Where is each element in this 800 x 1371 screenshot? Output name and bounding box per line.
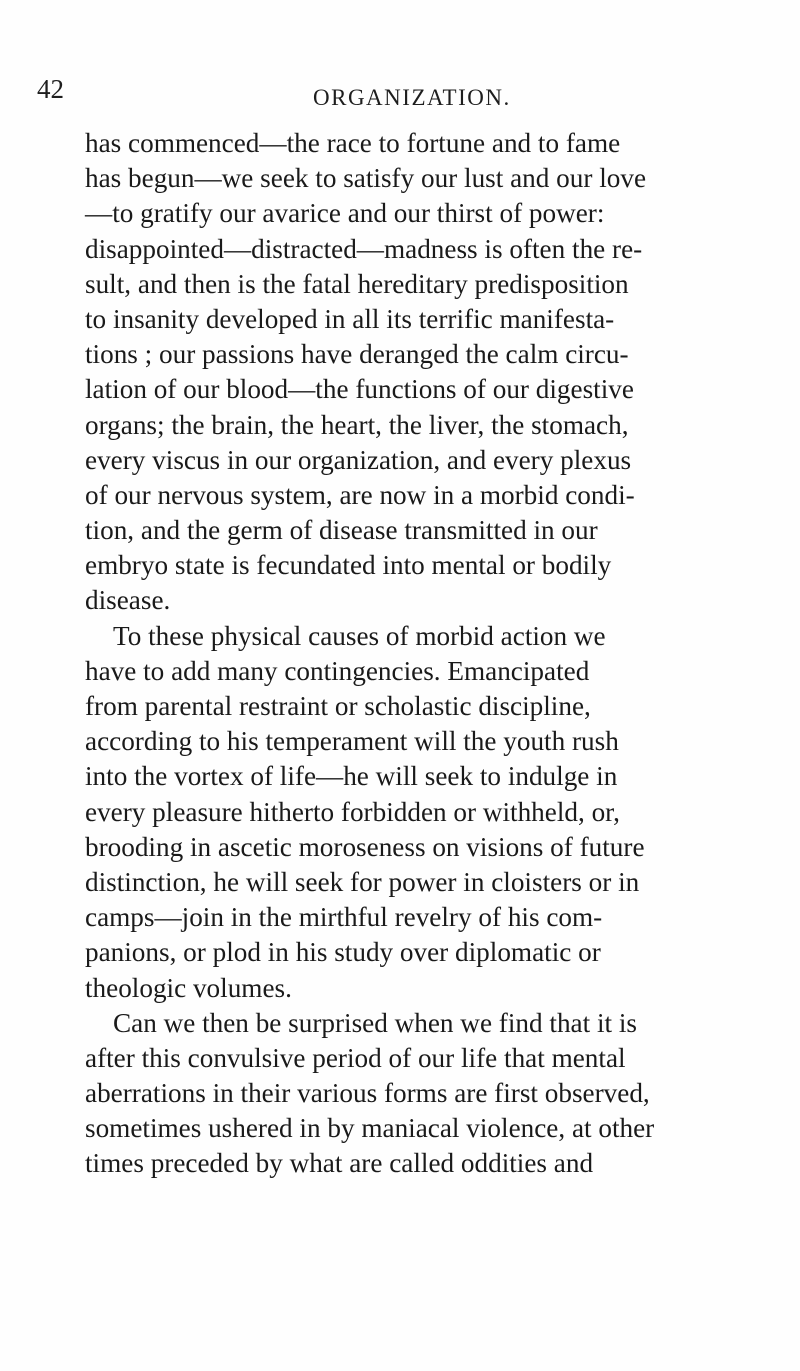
text-line: panions, or plod in his study over diplomatic or xyxy=(85,937,601,968)
text-line: disease. xyxy=(85,585,171,616)
text-line: has begun—we seek to satisfy our lust and our love xyxy=(85,163,647,194)
page-number: 42 xyxy=(37,74,64,104)
text-line: have to add many contingencies. Emancipated xyxy=(85,655,590,686)
text-line: sometimes ushered in by maniacal violence, at other xyxy=(85,1113,655,1144)
text-line: according to his temperament will the youth rush xyxy=(85,726,619,757)
text-line: aberrations in their various forms are first observed, xyxy=(85,1078,650,1109)
text-line: —to gratify our avarice and our thirst of power: xyxy=(85,198,605,229)
text-line: brooding in ascetic moroseness on visions of future xyxy=(85,831,645,862)
paragraph-start-line: To these physical causes of morbid action we xyxy=(113,620,606,651)
text-line: embryo state is fecundated into mental or bodily xyxy=(85,550,612,581)
text-line: sult, and then is the fatal hereditary predisposition xyxy=(85,268,629,299)
text-line: of our nervous system, are now in a morbid condi- xyxy=(85,479,635,510)
text-line: organs; the brain, the heart, the liver, the stomach, xyxy=(85,409,629,440)
text-line: into the vortex of life—he will seek to indulge in xyxy=(85,761,618,792)
text-line: distinction, he will seek for power in cloisters or in xyxy=(85,866,640,897)
text-line: after this convulsive period of our life that mental xyxy=(85,1042,626,1073)
text-line: disappointed—distracted—madness is often the re- xyxy=(85,233,643,264)
text-line: tions ; our passions have deranged the calm circu- xyxy=(85,339,629,370)
text-line: camps—join in the mirthful revelry of his com- xyxy=(85,902,603,933)
text-line: every viscus in our organization, and every plexus xyxy=(85,444,632,475)
running-head: ORGANIZATION. xyxy=(313,85,511,110)
text-line: times preceded by what are called oddities and xyxy=(85,1148,594,1179)
text-line: every pleasure hitherto forbidden or withheld, or, xyxy=(85,796,620,827)
text-line: has commenced—the race to fortune and to fame xyxy=(85,128,621,158)
text-line: theologic volumes. xyxy=(85,972,292,1003)
text-line: lation of our blood—the functions of our digestive xyxy=(85,374,634,405)
text-line: tion, and the germ of disease transmitted in our xyxy=(85,515,598,546)
text-line: to insanity developed in all its terrific manifesta- xyxy=(85,303,615,334)
paragraph-start-line: Can we then be surprised when we find that it is xyxy=(113,1007,637,1038)
body-text xyxy=(85,126,800,1182)
text-line: from parental restraint or scholastic discipline, xyxy=(85,691,591,721)
